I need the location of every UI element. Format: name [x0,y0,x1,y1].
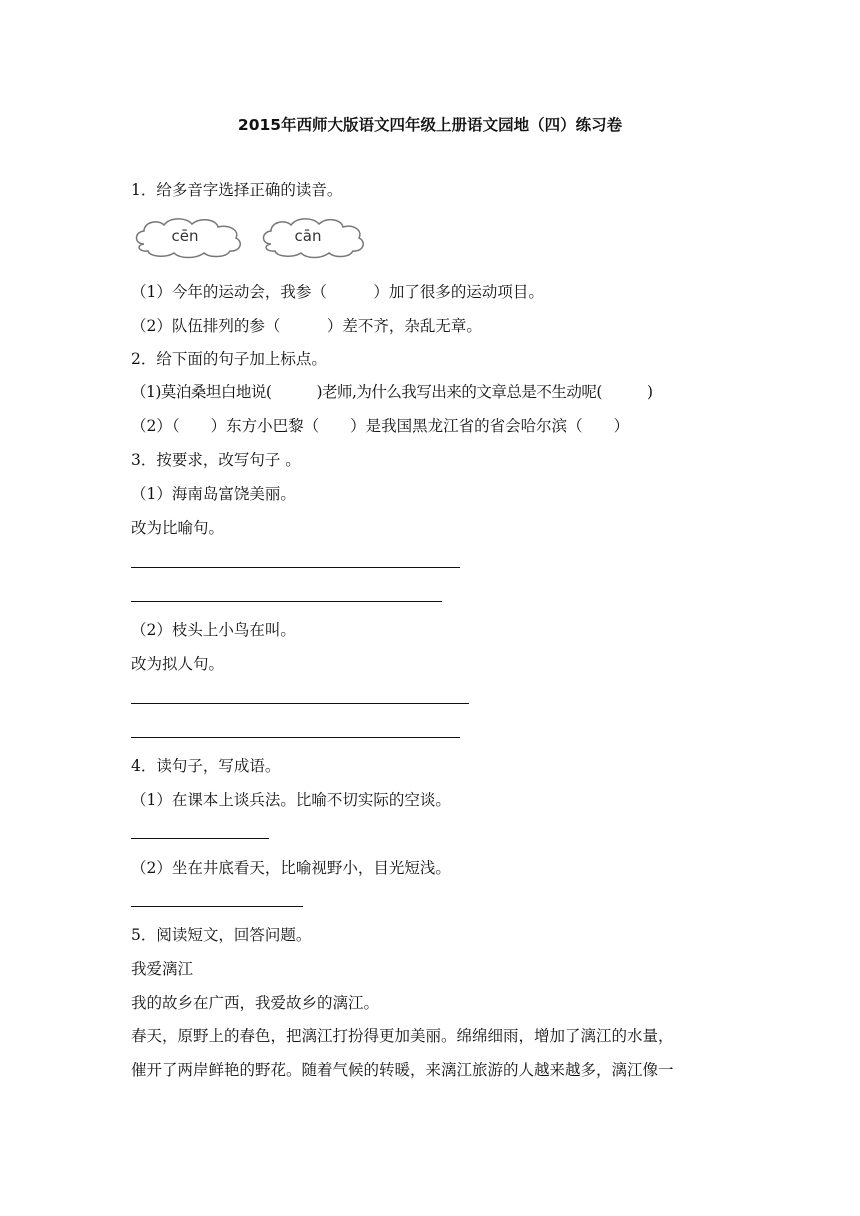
q4-item-1: （1）在课本上谈兵法。比喻不切实际的空谈。 [131,791,451,809]
q3-item-2: （2）枝头上小鸟在叫。 [131,621,296,639]
q5-heading: 5．阅读短文，回答问题。 [131,926,312,944]
q1-heading: 1．给多音字选择正确的读音。 [131,181,343,199]
q3-item-1: （1）海南岛富饶美丽。 [131,485,296,503]
passage-line: 春天，原野上的春色，把漓江打扮得更加美丽。绵绵细雨，增加了漓江的水量， [131,1027,674,1045]
q3-instruction-2: 改为拟人句。 [131,655,225,673]
q2-item-1: （1)莫泊桑坦白地说( )老师,为什么我写出来的文章总是不生动呢( ) [131,383,653,401]
passage-line: 我的故乡在广西，我爱故乡的漓江。 [131,994,380,1012]
q3-instruction-1: 改为比喻句。 [131,519,225,537]
answer-line[interactable] [131,838,269,839]
answer-line[interactable] [131,703,469,704]
answer-line[interactable] [131,567,460,568]
q1-item-1: （1）今年的运动会，我参（ ）加了很多的运动项目。 [131,283,544,301]
q3-heading: 3．按要求，改写句子 。 [131,451,301,469]
pinyin-can-label: cān [294,227,322,245]
pinyin-cen-label: cēn [171,227,199,245]
passage-line: 催开了两岸鲜艳的野花。随着气候的转暖，来漓江旅游的人越来越多，漓江像一 [131,1061,674,1079]
q4-heading: 4．读句子，写成语。 [131,757,281,775]
answer-line[interactable] [131,906,303,907]
answer-line[interactable] [131,601,442,602]
q1-item-2: （2）队伍排列的参（ ）差不齐，杂乱无章。 [131,317,482,335]
answer-line[interactable] [131,737,460,738]
passage-title: 我爱漓江 [131,960,194,978]
q2-item-2: （2）（ ）东方小巴黎（ ）是我国黑龙江省的省会哈尔滨（ ） [131,417,630,435]
q4-item-2: （2）坐在井底看天，比喻视野小，目光短浅。 [131,859,451,877]
q2-heading: 2．给下面的句子加上标点。 [131,350,327,368]
page-title: 2015年西师大版语文四年级上册语文园地（四）练习卷 [237,116,623,134]
